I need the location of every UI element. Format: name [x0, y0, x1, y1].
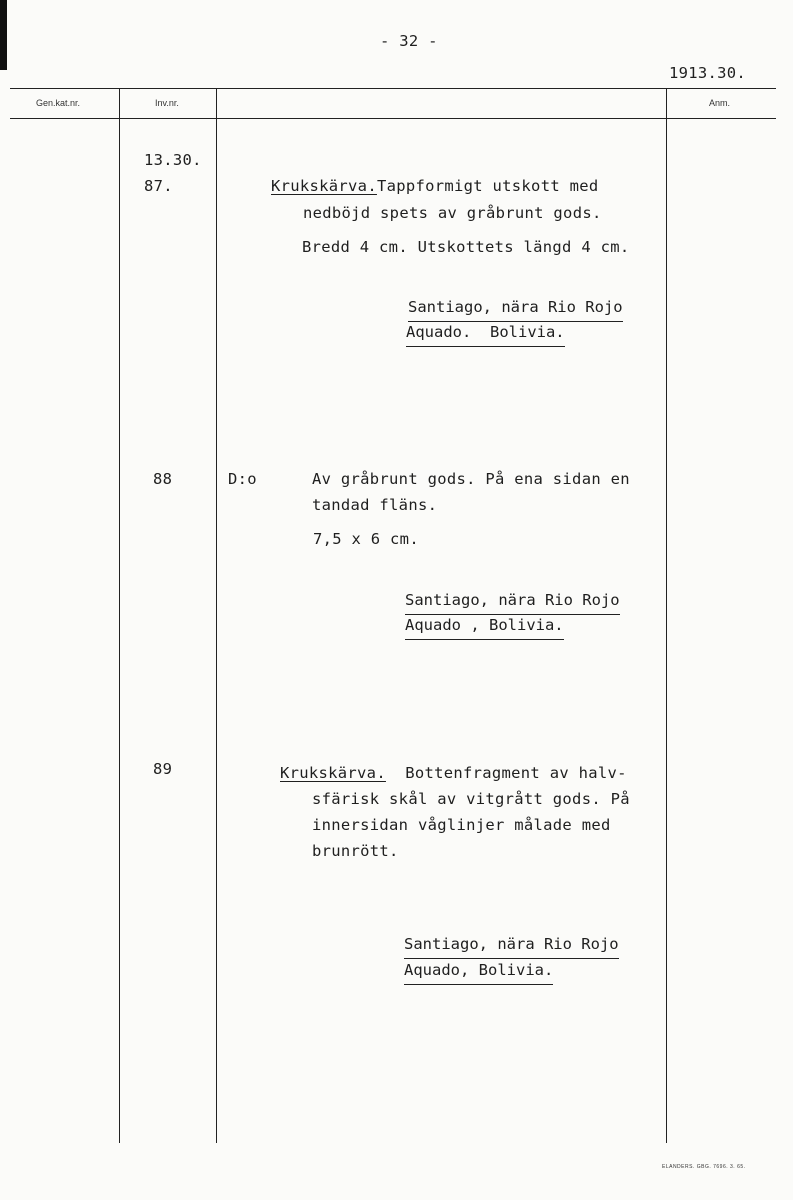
page-edge-mark [0, 0, 7, 70]
inventory-number: 89 [153, 760, 173, 778]
location-line [404, 957, 553, 985]
description-line [271, 173, 598, 199]
location-text: Aquado, Bolivia. [404, 957, 553, 985]
location-line [406, 319, 565, 347]
inventory-number: 87. [144, 177, 173, 195]
column-header-anm: Anm. [709, 98, 731, 108]
measurement-text: 7,5 x 6 cm. [313, 530, 419, 548]
header-bottom-rule [10, 118, 776, 119]
description-line [280, 760, 627, 786]
location-line [408, 294, 623, 322]
location-text: Aquado , Bolivia. [405, 612, 564, 640]
inventory-number: 88 [153, 470, 173, 488]
column-divider-desc-anm [666, 88, 667, 1143]
catalog-reference: 1913.30. [669, 64, 747, 82]
description-line: tandad fläns. [312, 496, 438, 514]
description-line: brunrött. [312, 842, 399, 860]
description-line: nedböjd spets av gråbrunt gods. [303, 204, 602, 222]
location-text: Santiago, nära Rio Rojo [405, 587, 620, 615]
column-header-inv: Inv.nr. [155, 98, 179, 108]
description-text: Tappformigt utskott med [376, 177, 599, 195]
column-divider-inv-desc [216, 88, 217, 1143]
column-divider-gen-inv [119, 88, 120, 1143]
description-line: innersidan våglinjer målade med [312, 816, 611, 834]
ditto-mark: D:o [228, 470, 257, 488]
location-line [404, 931, 619, 959]
column-header-gen-kat: Gen.kat.nr. [36, 98, 81, 108]
object-type-label: Krukskärva. [271, 177, 377, 195]
location-text: Santiago, nära Rio Rojo [408, 294, 623, 322]
location-text: Santiago, nära Rio Rojo [404, 931, 619, 959]
description-line: Av gråbrunt gods. På ena sidan en [312, 470, 630, 488]
location-line [405, 612, 564, 640]
printer-imprint: ELANDERS. GBG. 7696. 3. 65. [662, 1164, 746, 1170]
inventory-series: 13.30. [144, 151, 202, 169]
page-number: - 32 - [380, 32, 438, 50]
header-top-rule [10, 88, 776, 89]
description-text: Bottenfragment av halv- [405, 764, 627, 782]
location-text: Aquado. Bolivia. [406, 319, 565, 347]
location-line [405, 587, 620, 615]
measurement-text: Bredd 4 cm. Utskottets längd 4 cm. [302, 238, 630, 256]
description-line: sfärisk skål av vitgrått gods. På [312, 790, 630, 808]
object-type-label: Krukskärva. [280, 764, 386, 782]
